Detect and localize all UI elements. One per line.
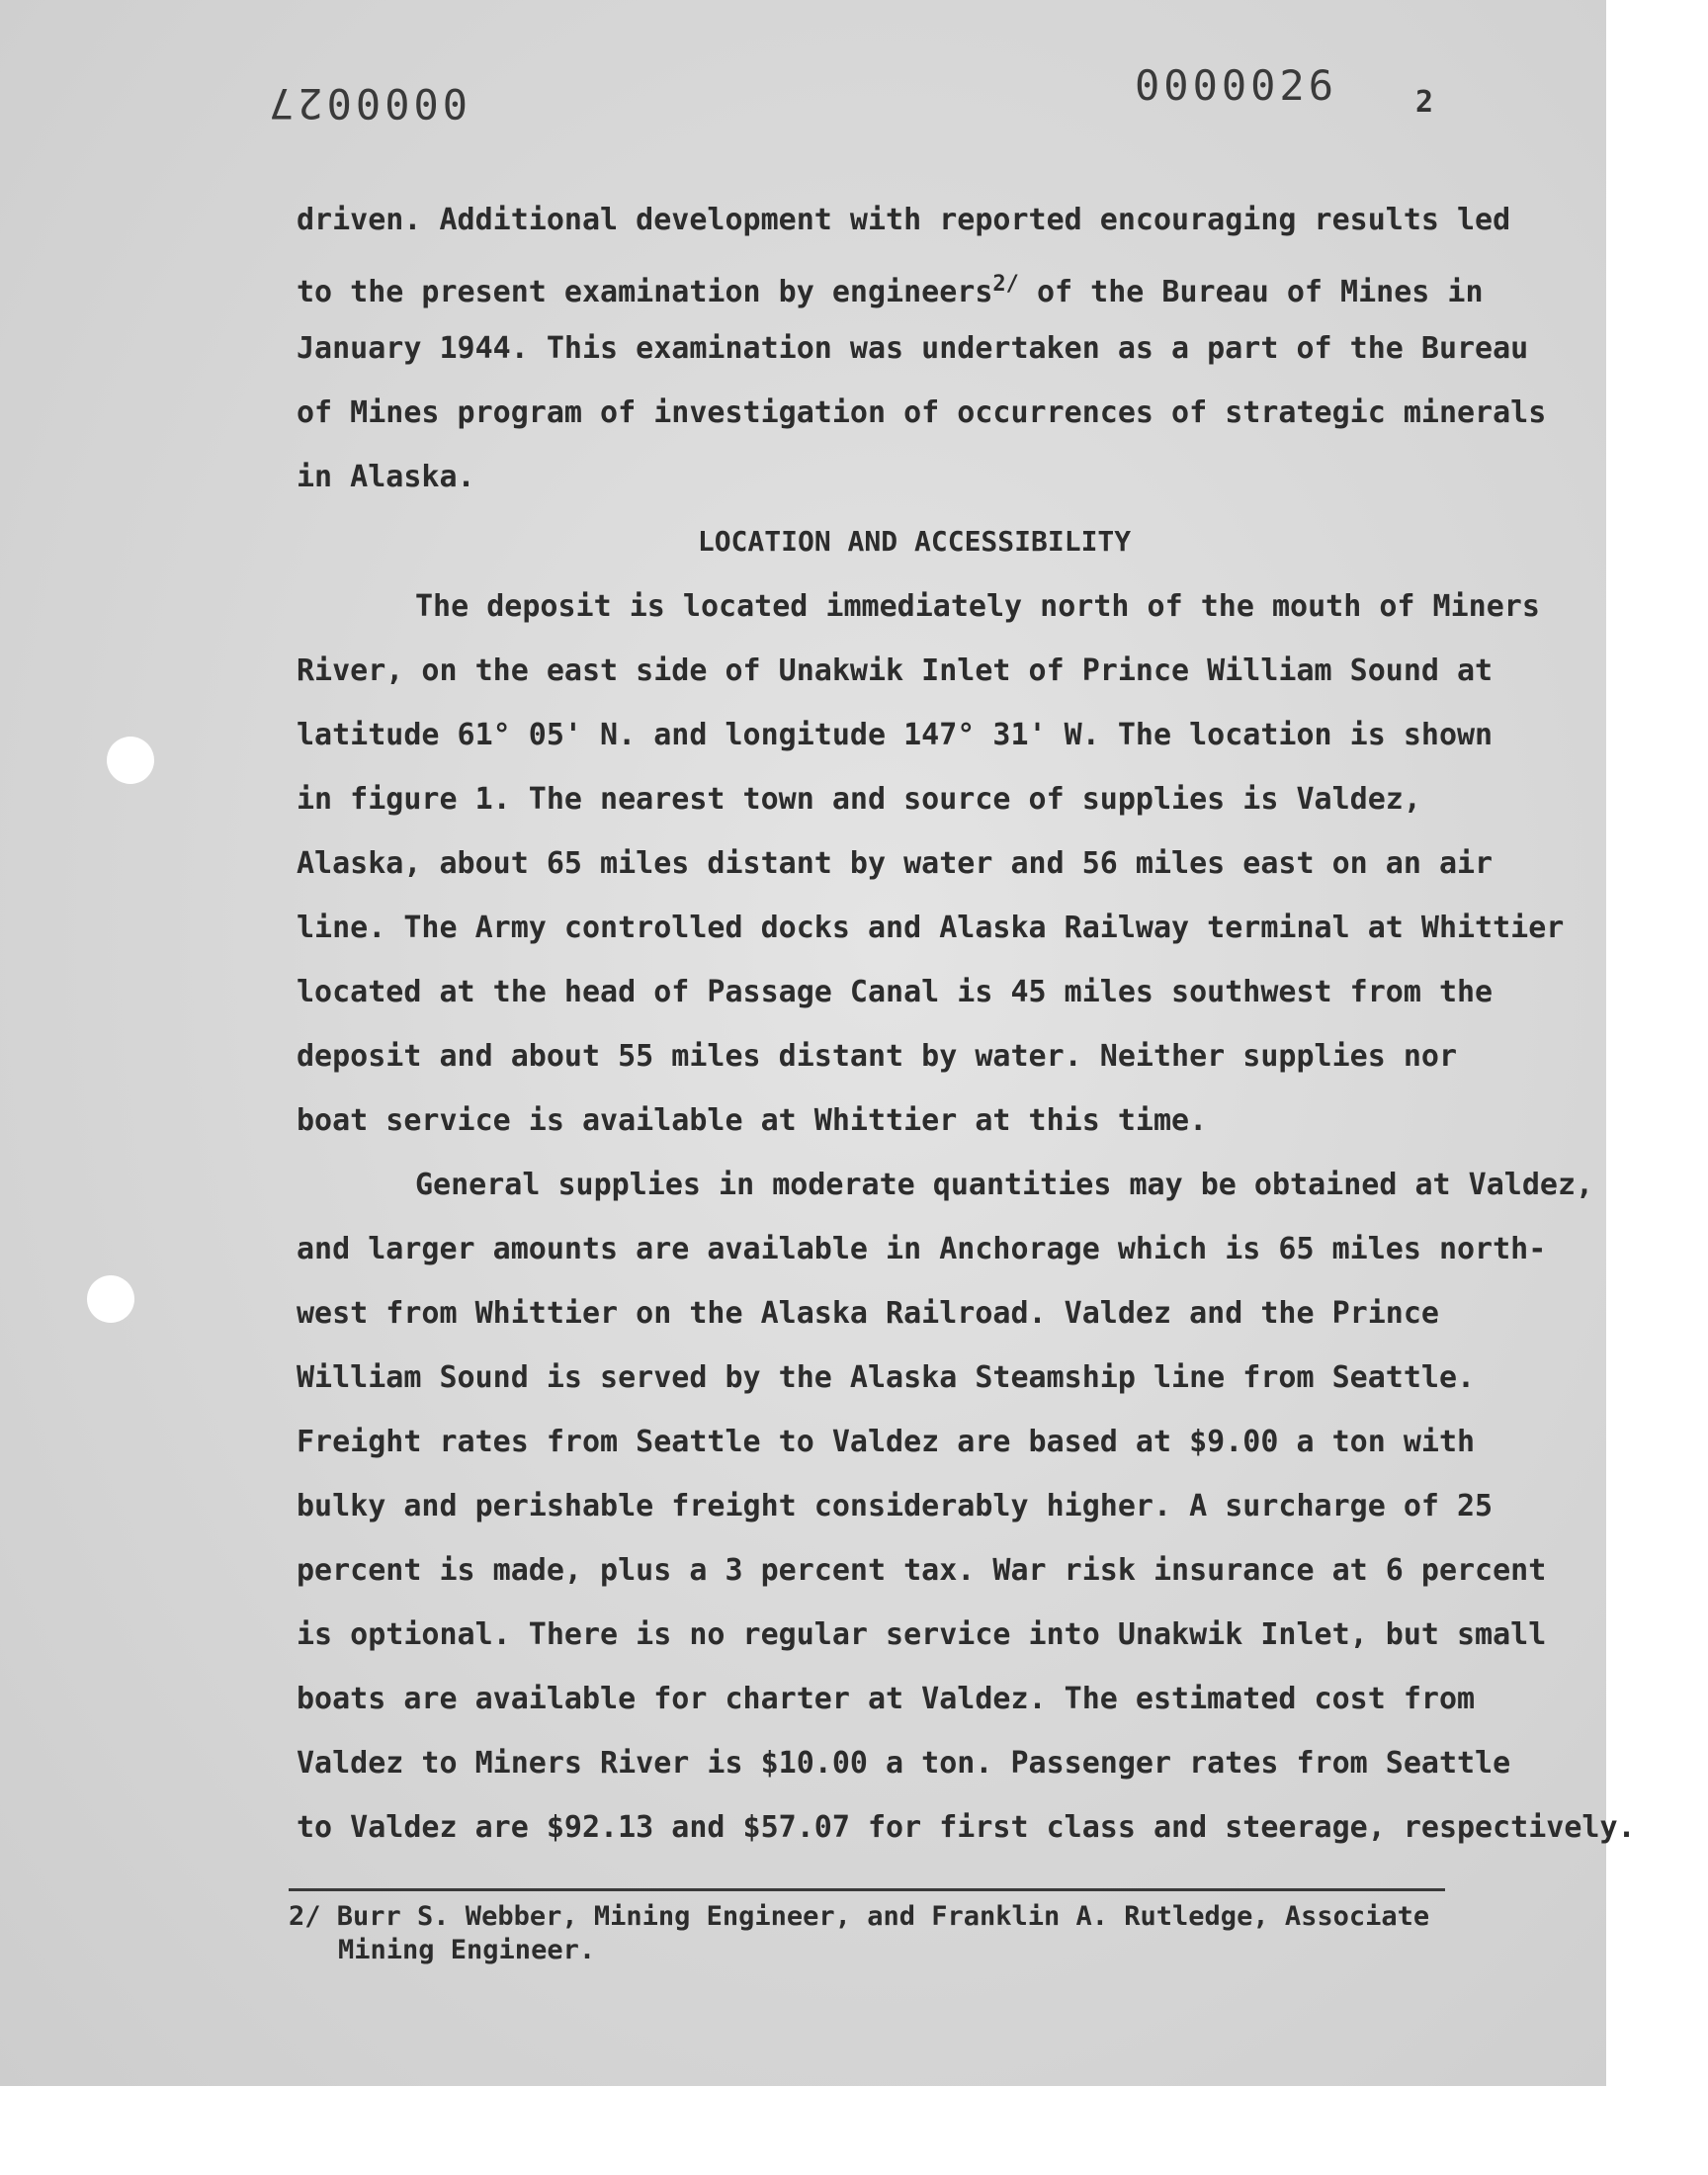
paragraph3-line: boats are available for charter at Valdez. The estimated cost from <box>297 1682 1476 1716</box>
paragraph3-line: is optional. There is no regular service into Unakwik Inlet, but small <box>297 1617 1547 1652</box>
punch-hole-bottom <box>87 1275 134 1323</box>
paragraph2-line: Alaska, about 65 miles distant by water and 56 miles east on an air <box>297 846 1494 881</box>
paragraph2-line: latitude 61° 05' N. and longitude 147° 31' W. The location is shown <box>297 718 1494 752</box>
body-text <box>297 188 1636 1860</box>
paragraph3-line: William Sound is served by the Alaska Steamship line from Seattle. <box>297 1360 1476 1395</box>
paragraph2-line: deposit and about 55 miles distant by water. Neither supplies nor <box>297 1039 1457 1074</box>
paragraph3-line: and larger amounts are available in Anchorage which is 65 miles north- <box>297 1232 1547 1266</box>
paragraph1-line: January 1944. This examination was undertaken as a part of the Bureau <box>297 331 1529 366</box>
footnote <box>289 1900 1524 1967</box>
paragraph1-line: in Alaska. <box>297 460 475 494</box>
footnote-line: Mining Engineer. <box>338 1935 596 1965</box>
paragraph1-line-text: to the present examination by engineers <box>297 275 993 309</box>
paragraph3-line: percent is made, plus a 3 percent tax. War risk insurance at 6 percent <box>297 1553 1547 1588</box>
paragraph3 <box>297 1153 1636 1860</box>
bates-stamp-left: 0000027 <box>265 79 469 128</box>
paragraph2-line: The deposit is located immediately north of the mouth of Miners <box>415 589 1540 624</box>
paragraph2 <box>297 574 1565 1153</box>
footnote-reference: 2/ <box>992 272 1019 297</box>
paragraph1-line-text: of the Bureau of Mines in <box>1018 275 1484 309</box>
punch-hole-top <box>107 737 154 784</box>
footnote-line: 2/ Burr S. Webber, Mining Engineer, and Franklin A. Rutledge, Associate <box>289 1901 1430 1932</box>
paragraph2-line: in figure 1. The nearest town and source of supplies is Valdez, <box>297 782 1421 817</box>
paragraph2-line: located at the head of Passage Canal is 45 miles southwest from the <box>297 975 1494 1009</box>
paragraph3-line: General supplies in moderate quantities may be obtained at Valdez, <box>415 1168 1594 1202</box>
paragraph1-line: driven. Additional development with reported encouraging results led <box>297 203 1511 237</box>
paragraph1-line <box>297 252 1532 316</box>
paragraph3-line: to Valdez are $92.13 and $57.07 for first class and steerage, respectively. <box>297 1810 1636 1845</box>
paragraph3-line: Freight rates from Seattle to Valdez are based at $9.00 a ton with <box>297 1425 1476 1459</box>
paragraph3-line: Valdez to Miners River is $10.00 a ton. Passenger rates from Seattle <box>297 1746 1511 1781</box>
paragraph3-line: bulky and perishable freight considerably higher. A surcharge of 25 <box>297 1489 1494 1523</box>
page-number: 2 <box>1415 85 1434 120</box>
paragraph2-line: River, on the east side of Unakwik Inlet of Prince William Sound at <box>297 653 1494 688</box>
paragraph2-line: line. The Army controlled docks and Alaska Railway terminal at Whittier <box>297 911 1565 945</box>
footnote-divider <box>289 1888 1445 1891</box>
bates-stamp-right: 0000026 <box>1135 61 1338 110</box>
section-heading: LOCATION AND ACCESSIBILITY <box>697 525 1132 558</box>
paragraph3-line: west from Whittier on the Alaska Railroad. Valdez and the Prince <box>297 1296 1439 1331</box>
paragraph2-line: boat service is available at Whittier at this time. <box>297 1103 1208 1138</box>
paragraph1-line: of Mines program of investigation of occurrences of strategic minerals <box>297 395 1547 430</box>
